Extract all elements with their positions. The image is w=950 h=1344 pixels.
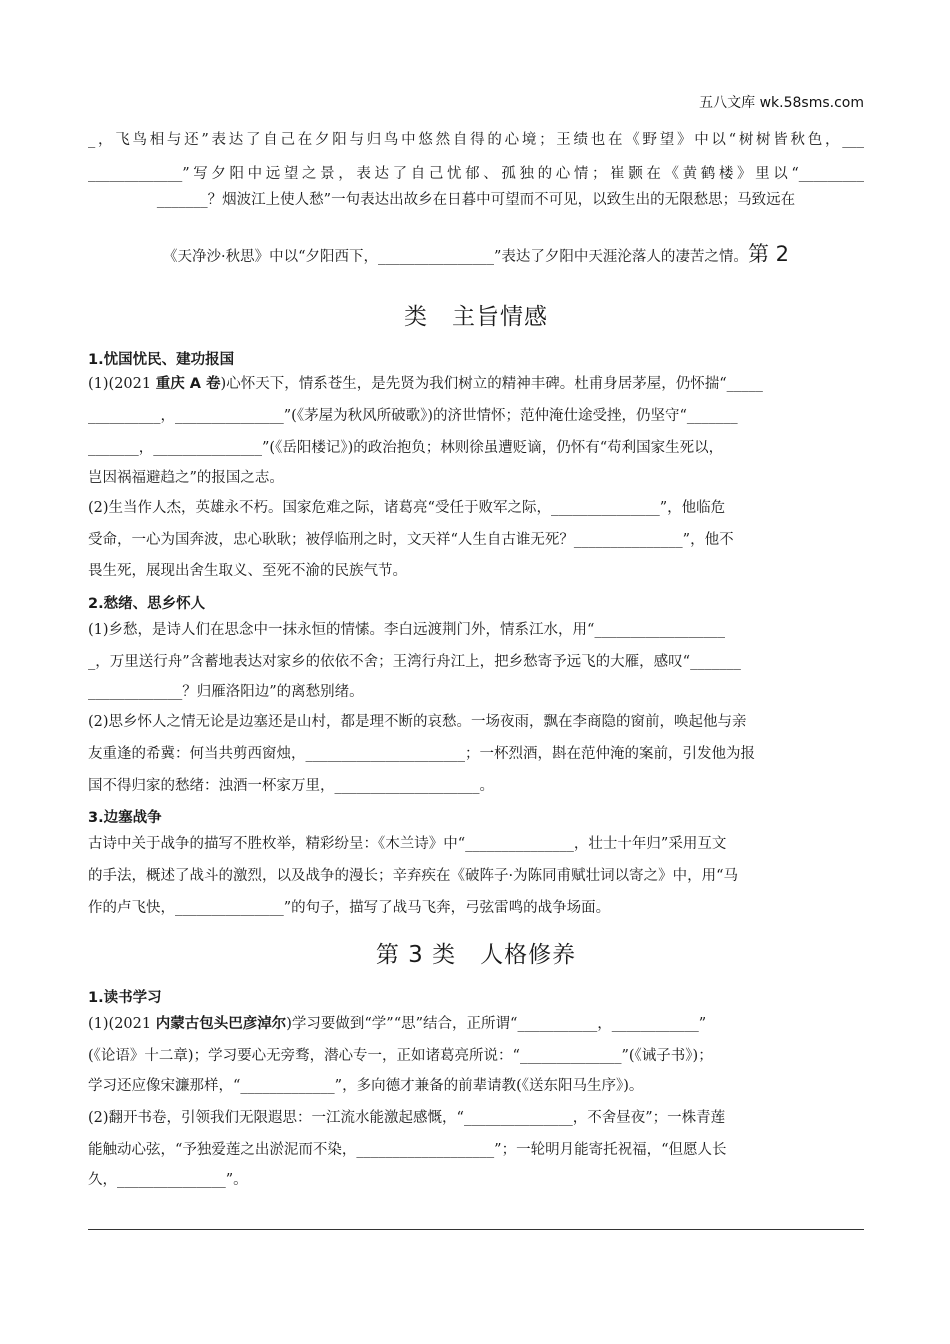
footer-divider <box>88 1229 864 1230</box>
intro-line-4 <box>88 242 864 266</box>
section-2-number: 第 2 <box>747 242 789 266</box>
para-2-2-line-1: (2)生当作人杰，英雄永不朽。国家危难之际，诸葛亮“受任于败军之际，_______________”，他临危 <box>88 500 726 516</box>
heading-1-1: 1.忧国忧民、建功报国 <box>88 352 235 368</box>
para-2-2-line-3: 畏生死，展现出舍生取义、至死不渝的民族气节。 <box>88 563 407 579</box>
source-badge-chongqing: 重庆 A 卷 <box>155 376 221 392</box>
para-2-3-line-1: (1)乡愁，是诗人们在思念中一抹永恒的情愫。李白远渡荆门外，情系江水，用“__________________ <box>88 622 725 638</box>
para-3-2-line-2: 能触动心弦，“予独爱莲之出淤泥而不染，___________________”；一轮明月能寄托祝福，“但愿人长 <box>88 1142 727 1158</box>
para-3-1-prefix: (1)(2021 <box>88 1016 156 1032</box>
para-2-2-line-2: 受命，一心为国奔波，忠心耿耿；被俘临刑之时，文天祥“人生自古谁无死？_______________”，他不 <box>88 532 734 548</box>
para-3-1-line-3: 学习还应像宋濂那样，“_____________”，多向德才兼备的前辈请教(《送东阳马生序》)。 <box>88 1078 644 1094</box>
para-2-4-line-2: 友重逢的希冀：何当共剪西窗烛，______________________；一杯烈酒，斟在范仲淹的案前，引发他为报 <box>88 746 755 762</box>
para-2-5-line-1: 古诗中关于战争的描写不胜枚举，精彩纷呈：《木兰诗》中“_______________，壮士十年归”采用互文 <box>88 836 727 852</box>
para-3-1-line-2: (《论语》十二章)；学习要心无旁骛，潜心专一，正如诸葛亮所说：“______________”(《诫子书》)； <box>88 1048 713 1064</box>
para-2-1-line-3: _______，_______________”(《岳阳楼记》)的政治抱负；林则徐虽遭贬谪，仍怀有“苟利国家生死以， <box>88 440 724 456</box>
para-2-4-line-1: (2)思乡怀人之情无论是边塞还是山村，都是理不断的哀愁。一场夜雨，飘在李商隐的窗前，唤起他与亲 <box>88 714 747 730</box>
para-2-5-line-2: 的手法，概述了战斗的激烈，以及战争的漫长；辛弃疾在《破阵子·为陈同甫赋壮词以寄之》中，用“马 <box>88 868 739 884</box>
heading-1-3: 3.边塞战争 <box>88 810 162 826</box>
para-3-2-line-1: (2)翻开书卷，引领我们无限遐思：一江流水能激起感慨，“_______________，不舍昼夜”；一株青莲 <box>88 1110 726 1126</box>
intro-line-1: _，飞鸟相与还”表达了自己在夕阳与归鸟中悠然自得的心境；王绩也在《野望》中以“树树皆秋色，___ <box>88 132 864 148</box>
para-2-1-line-2: __________，_______________”(《茅屋为秋风所破歌》)的济世情怀；范仲淹仕途受挫，仍坚守“_______ <box>88 408 738 424</box>
intro-line-4-text: 《天净沙·秋思》中以“夕阳西下，________________”表达了夕阳中天涯沦落人的凄苦之情。 <box>163 249 748 265</box>
watermark: 五八文库 wk.58sms.com <box>699 95 864 111</box>
para-2-1-line-1-text: )心怀天下，情系苍生，是先贤为我们树立的精神丰碑。杜甫身居茅屋，仍怀揣“_____ <box>220 376 763 392</box>
para-2-3-line-2: _，万里送行舟”含蓄地表达对家乡的依依不舍；王湾行舟江上，把乡愁寄予远飞的大雁，感叹“_______ <box>88 654 741 670</box>
intro-line-2: _____________”写夕阳中远望之景，表达了自己忧郁、孤独的心情；崔颢在《黄鹤楼》里以“_________ <box>88 166 864 182</box>
heading-1-2: 2.愁绪、思乡怀人 <box>88 596 206 612</box>
para-3-1-line-1-text: )学习要做到“学”“思”结合，正所谓“___________，____________” <box>286 1016 707 1032</box>
section-2-title: 类 主旨情感 <box>404 304 548 330</box>
source-badge-neimenggu: 内蒙古包头巴彦淖尔 <box>155 1016 287 1032</box>
section-3-title: 第 3 类 人格修养 <box>375 942 577 968</box>
para-2-3-line-3: _____________？归雁洛阳边”的离愁别绪。 <box>88 684 364 700</box>
heading-2-1: 1.读书学习 <box>88 990 162 1006</box>
para-3-1-line-1 <box>88 1014 864 1034</box>
para-3-2-line-3: 久，_______________”。 <box>88 1172 248 1188</box>
intro-line-3: _______？烟波江上使人愁”一句表达出故乡在日暮中可望而不可见，以致生出的无限愁思；马致远在 <box>156 192 796 208</box>
para-2-1-line-4: 岂因祸福避趋之”的报国之志。 <box>88 470 284 486</box>
para-2-4-line-3: 国不得归家的愁绪：浊酒一杯家万里，____________________。 <box>88 778 494 794</box>
para-2-5-line-3: 作的卢飞快，_______________”的句子，描写了战马飞奔，弓弦雷鸣的战争场面。 <box>88 900 611 916</box>
para-2-1-prefix: (1)(2021 <box>88 376 156 392</box>
para-2-1-line-1 <box>88 374 864 394</box>
